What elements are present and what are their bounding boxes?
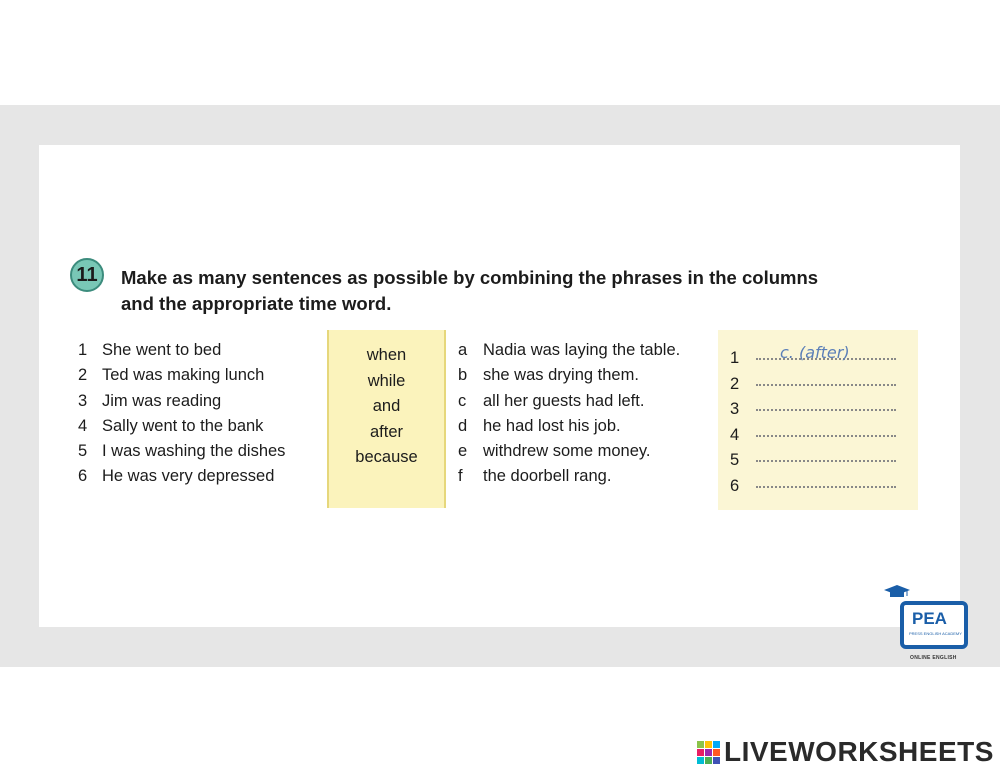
answer-row [718, 417, 918, 443]
answer-row [718, 468, 918, 494]
answer-number: 4 [730, 425, 740, 444]
answer-field[interactable] [756, 370, 896, 386]
answer-number: 2 [730, 374, 740, 393]
answer-row [718, 391, 918, 417]
phrase-text: Jim was reading [102, 391, 222, 410]
phrase-text: he had lost his job. [483, 416, 621, 435]
item-letter: a [458, 341, 468, 359]
phrase-text: she was drying them. [483, 366, 639, 385]
pea-logo-box [900, 601, 968, 649]
left-phrase-item [78, 439, 285, 464]
answer-number: 1 [730, 349, 740, 367]
time-word: while [367, 371, 406, 390]
graduation-cap-icon [884, 585, 910, 597]
right-phrase-item [458, 464, 680, 489]
left-phrase-item [78, 389, 285, 414]
answer-number: 5 [730, 451, 740, 470]
item-number: 5 [78, 442, 88, 461]
liveworksheets-wordmark: LIVEWORKSHEETS [724, 736, 994, 767]
pea-logo [884, 583, 974, 663]
item-letter: d [458, 416, 468, 435]
left-phrase-item [78, 464, 285, 489]
time-word: after [369, 422, 404, 441]
instruction-line-2: and the appropriate time word. [121, 293, 392, 314]
time-word: and [372, 397, 401, 415]
phrase-text: Nadia was laying the table. [483, 341, 681, 359]
answer-field[interactable] [756, 446, 896, 462]
right-phrase-item [458, 389, 680, 414]
answer-handwriting: c. (after) [780, 343, 850, 362]
answer-field[interactable] [756, 395, 896, 411]
answer-number: 6 [730, 476, 740, 495]
exercise-instruction [121, 265, 921, 317]
item-letter: b [458, 366, 468, 385]
right-phrase-item [458, 414, 680, 439]
answer-row [718, 366, 918, 392]
item-number: 2 [78, 366, 88, 385]
instruction-line-1: Make as many sentences as possible by combining the phrases in the columns [121, 267, 819, 288]
phrase-text: Sally went to the bank [102, 416, 264, 435]
phrase-text: He was very depressed [102, 467, 275, 486]
time-word-box [327, 330, 446, 508]
right-phrase-item [458, 338, 680, 363]
phrase-text: I was washing the dishes [102, 442, 286, 461]
phrase-text: withdrew some money. [483, 442, 651, 461]
answer-field[interactable] [756, 421, 896, 437]
pea-logo-subtitle: PRESS ENGLISH ACADEMY [909, 631, 962, 636]
item-number: 1 [78, 341, 88, 359]
answer-box [718, 330, 918, 510]
right-phrase-item [458, 439, 680, 464]
item-number: 3 [78, 391, 88, 410]
item-number: 4 [78, 416, 88, 435]
time-word: when [366, 346, 407, 364]
pea-logo-tagline: ONLINE ENGLISH [910, 655, 957, 661]
phrase-text: all her guests had left. [483, 391, 645, 410]
answer-number: 3 [730, 400, 740, 419]
right-phrase-item [458, 363, 680, 388]
item-number: 6 [78, 467, 88, 486]
item-letter: e [458, 442, 468, 461]
right-phrase-list [458, 338, 680, 490]
time-word: because [355, 448, 418, 466]
phrase-text: She went to bed [102, 341, 222, 359]
answer-row [718, 340, 918, 366]
phrase-text: Ted was making lunch [102, 366, 265, 385]
answer-field[interactable] [756, 472, 896, 488]
liveworksheets-logo-icon [697, 741, 721, 765]
item-letter: f [458, 467, 463, 486]
exercise-number-badge: 11 [70, 258, 104, 292]
phrase-text: the doorbell rang. [483, 467, 612, 486]
item-letter: c [458, 391, 467, 410]
left-phrase-item [78, 338, 285, 363]
pea-logo-label: PEA [912, 609, 947, 628]
left-phrase-list [78, 338, 285, 490]
answer-row [718, 442, 918, 468]
left-phrase-item [78, 363, 285, 388]
left-phrase-item [78, 414, 285, 439]
